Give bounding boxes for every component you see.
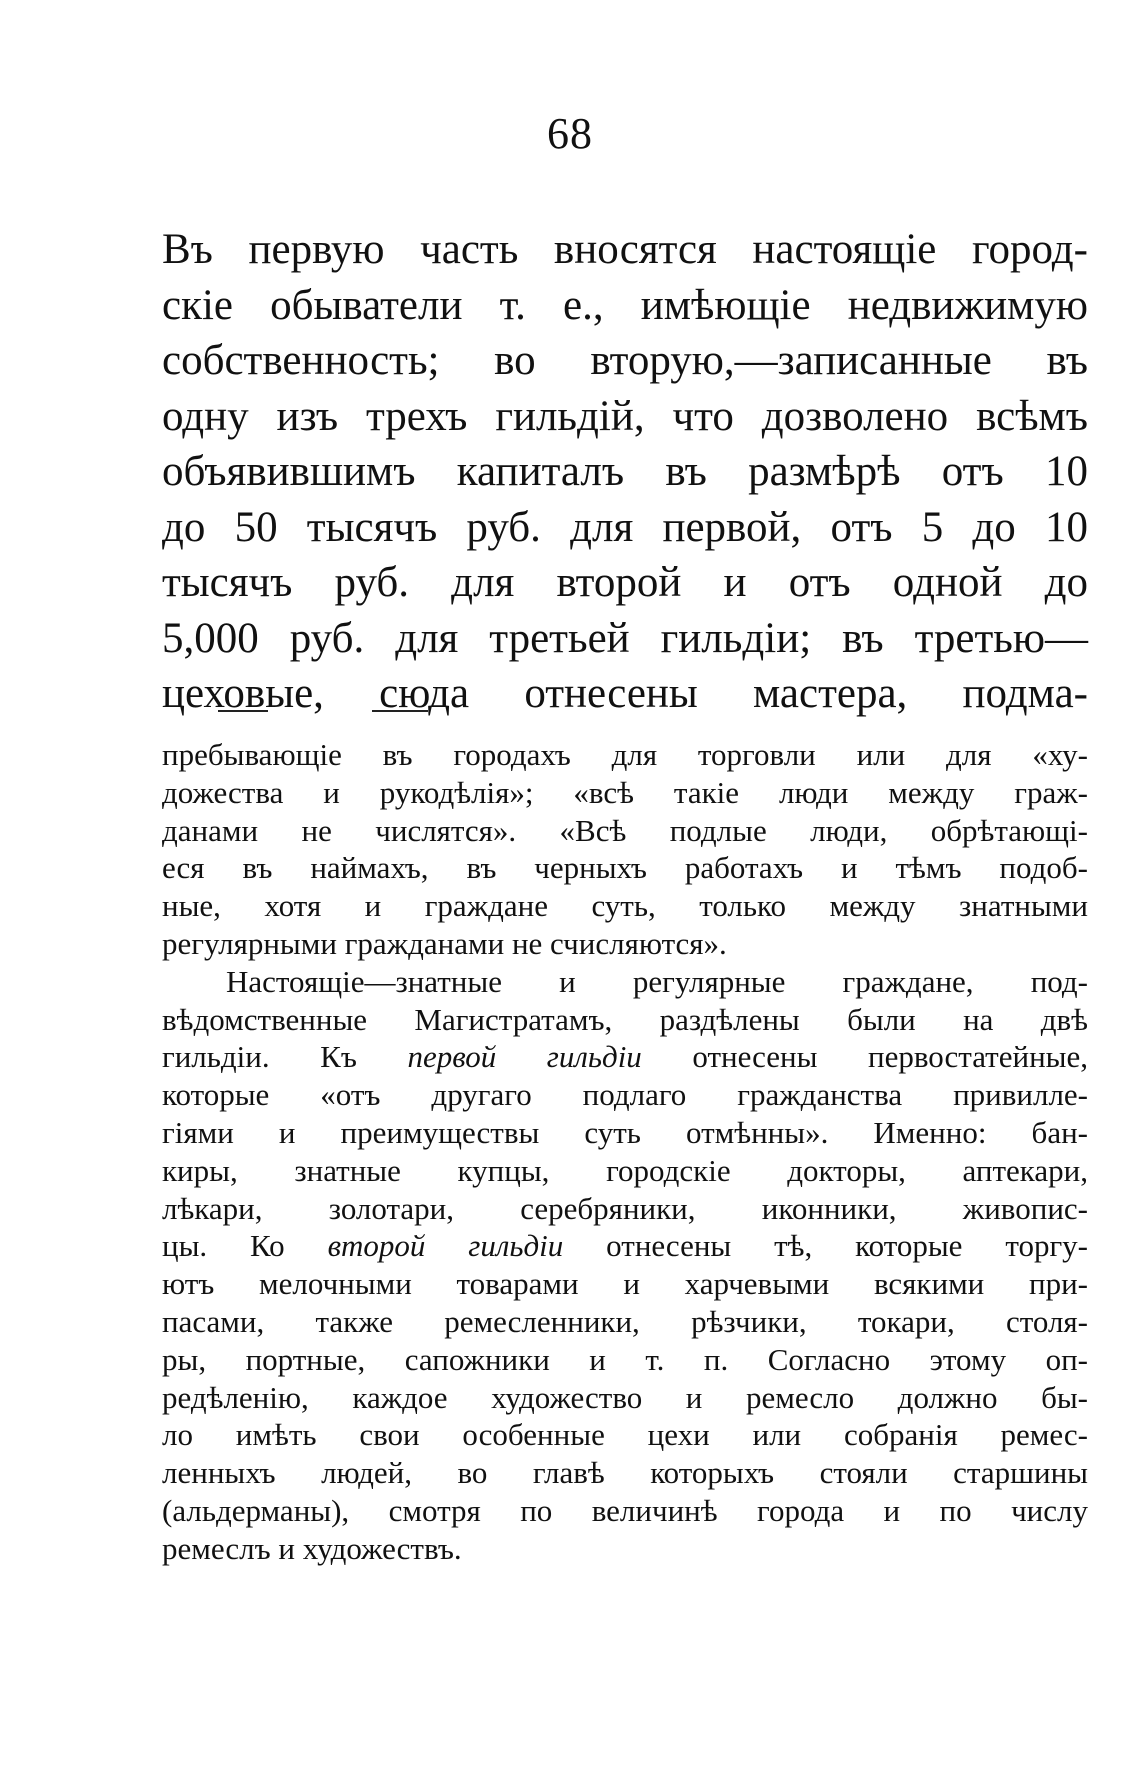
paragraph-line — [162, 1038, 1088, 1076]
footnote-line: дожества и рукодѣлія»; «всѣ такіе люди между граж- — [162, 774, 1088, 810]
paragraph-line: ло имѣть свои особенные цехи или собранія ремес- — [162, 1417, 1088, 1453]
text-span: отнесены первостатейные, — [641, 1039, 1088, 1075]
main-text — [162, 222, 1088, 722]
paragraph-line: гіями и преимуществы суть отмѣнны». Именно: бан- — [162, 1114, 1088, 1150]
paragraph-line: редѣленію, каждое художество и ремесло должно бы- — [162, 1379, 1088, 1415]
footnote-line: ные, хотя и граждане суть, только между знатными — [162, 888, 1088, 924]
main-line: до 50 тысячъ руб. для первой, отъ 5 до 10 — [162, 503, 1088, 551]
paragraph-line: Настоящіе—знатные и регулярные граждане, под- — [226, 963, 1088, 999]
footnote-line: данами не числятся». «Всѣ подлые люди, обрѣтающі- — [162, 812, 1088, 848]
footnote-line: еся въ наймахъ, въ черныхъ работахъ и тѣмъ подоб- — [162, 850, 1088, 886]
main-line: объявившимъ капиталъ въ размѣрѣ отъ 10 — [162, 448, 1088, 495]
main-line: тысячъ руб. для второй и отъ одной до — [162, 559, 1088, 606]
paragraph-line: (альдерманы), смотря по величинѣ города и по числу — [162, 1492, 1088, 1528]
paragraph-line: ленныхъ людей, во главѣ которыхъ стояли старшины — [162, 1455, 1088, 1491]
paragraph-line: ремеслъ и художествъ. — [162, 1530, 462, 1566]
main-line: Въ первую часть вносятся настоящіе город- — [162, 226, 1088, 273]
text-span: цы. Ко — [162, 1228, 328, 1264]
paragraph-line — [162, 1227, 1088, 1265]
footnote-divider — [218, 710, 268, 712]
page-number: 68 — [547, 109, 593, 158]
main-line: собственность; во вторую,—записанные въ — [162, 337, 1088, 384]
text-span: отнесены тѣ, которые торгу- — [563, 1228, 1088, 1264]
main-line: одну изъ трехъ гильдій, что дозволено всѣмъ — [162, 392, 1088, 440]
text-span: гильдіи. Къ — [162, 1039, 408, 1075]
footnote-text — [162, 736, 1088, 1568]
paragraph-line: лѣкари, золотари, серебряники, иконники, живопис- — [162, 1190, 1088, 1226]
italic-term: первой гильдіи — [407, 1039, 642, 1075]
paragraph-line: ютъ мелочными товарами и харчевыми всякими при- — [162, 1266, 1088, 1302]
main-line: скіе обыватели т. е., имѣющіе недвижимую — [162, 281, 1088, 329]
footnote-line: пребывающіе въ городахъ для торговли или для «ху- — [162, 737, 1088, 772]
paragraph-line: киры, знатные купцы, городскіе докторы, аптекари, — [162, 1152, 1088, 1188]
paragraph-line: ры, портные, сапожники и т. п. Согласно этому оп- — [162, 1341, 1088, 1377]
italic-term: второй гильдіи — [327, 1228, 564, 1264]
footnote-line: регулярными гражданами не счисляются». — [162, 925, 727, 961]
paragraph-line: которые «отъ другаго подлаго гражданства привилле- — [162, 1077, 1088, 1113]
main-line: 5,000 руб. для третьей гильдіи; въ третью— — [162, 614, 1088, 662]
footnote-divider — [372, 710, 428, 712]
paragraph-line: пасами, также ремесленники, рѣзчики, токари, столя- — [162, 1303, 1088, 1339]
paragraph-line: вѣдомственные Магистратамъ, раздѣлены были на двѣ — [162, 1001, 1088, 1037]
main-line: цеховые, сюда отнесены мастера, подма- — [162, 670, 1088, 717]
